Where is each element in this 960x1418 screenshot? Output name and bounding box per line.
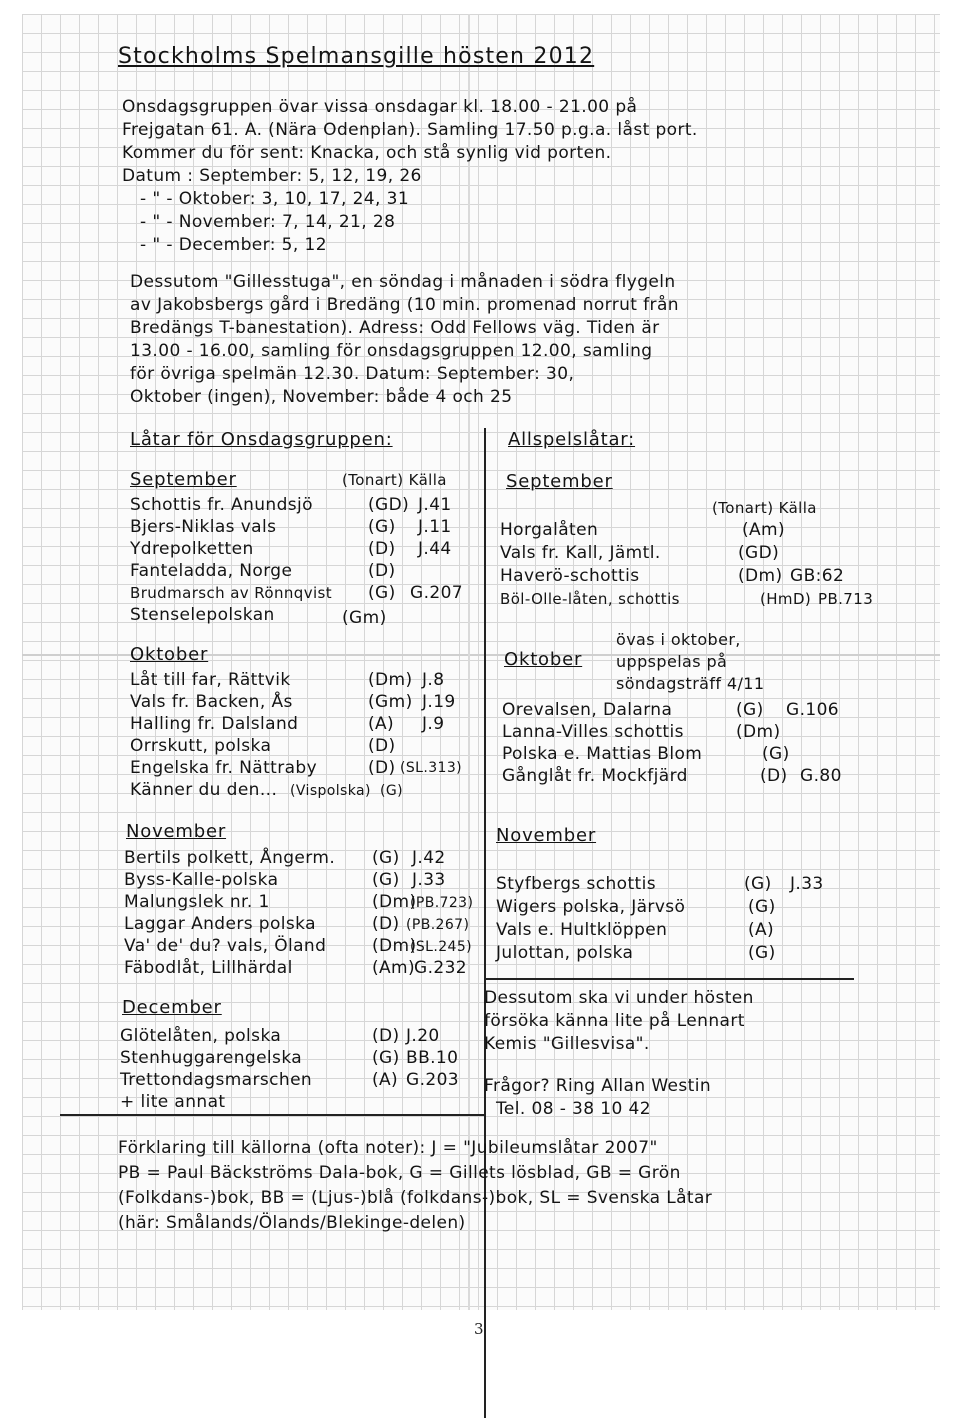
tune-source: (PB.723) bbox=[410, 895, 474, 911]
tune-key: (G) bbox=[368, 583, 396, 603]
tune-key: (D) bbox=[368, 758, 396, 778]
tune-title: Va' de' du? vals, Öland bbox=[124, 936, 327, 956]
tune-title: Byss-Kalle-polska bbox=[124, 870, 279, 890]
gillesvisa-line: försöka känna lite på Lennart bbox=[484, 1011, 745, 1031]
gillesstuga-line: Dessutom "Gillesstuga", en söndag i månaden i södra flygeln bbox=[130, 272, 676, 292]
tune-title: Orevalsen, Dalarna bbox=[502, 700, 673, 720]
tune-key: (Am) bbox=[372, 958, 416, 978]
gillesstuga-line: 13.00 - 16.00, samling för onsdagsgruppen 12.00, samling bbox=[130, 341, 653, 361]
gillesvisa-line: Dessutom ska vi under hösten bbox=[484, 988, 754, 1008]
tune-title: Stenselepolskan bbox=[130, 605, 275, 625]
tune-source: G.80 bbox=[800, 766, 842, 786]
tune-key: (Dm) bbox=[372, 892, 417, 912]
tune-title: Lanna-Villes schottis bbox=[502, 722, 684, 742]
oktober-note: söndagsträff 4/11 bbox=[616, 674, 765, 693]
tune-title: Engelska fr. Nättraby bbox=[130, 758, 318, 778]
tune-key: (D) bbox=[372, 1026, 400, 1046]
tune-title: Böl-Olle-låten, schottis bbox=[500, 590, 680, 608]
tune-title: Halling fr. Dalsland bbox=[130, 714, 299, 734]
tune-key: (G) bbox=[372, 1048, 400, 1068]
tune-key: (G) bbox=[762, 744, 790, 764]
tune-source: GB:62 bbox=[790, 566, 845, 586]
dates-line: Datum : September: 5, 12, 19, 26 bbox=[122, 166, 422, 186]
tune-title: Vals fr. Kall, Jämtl. bbox=[500, 543, 661, 563]
tune-title: Stenhuggarengelska bbox=[120, 1048, 303, 1068]
tune-title: Laggar Anders polska bbox=[124, 914, 316, 934]
right-heading: Allspelslåtar: bbox=[508, 429, 636, 450]
dates-line: - " - Oktober: 3, 10, 17, 24, 31 bbox=[140, 189, 410, 209]
left-column-bottom-rule bbox=[60, 1114, 484, 1116]
tune-source: G.203 bbox=[406, 1070, 460, 1090]
contact-phone: Tel. 08 - 38 10 42 bbox=[496, 1099, 651, 1119]
intro-line: Frejgatan 61. A. (Nära Odenplan). Samling 17.50 p.g.a. låst port. bbox=[122, 120, 698, 140]
tune-key: (GD) bbox=[368, 495, 410, 515]
legend-line: Förklaring till källorna (ofta noter): J = "Jubileumslåtar 2007" bbox=[118, 1138, 658, 1158]
tune-title: Glötelåten, polska bbox=[120, 1026, 282, 1046]
column-divider bbox=[484, 428, 486, 1418]
month-heading: September bbox=[506, 471, 613, 492]
tune-title: Bjers-Niklas vals bbox=[130, 517, 277, 537]
legend-line: PB = Paul Bäckströms Dala-bok, G = Gillets lösblad, GB = Grön bbox=[118, 1163, 681, 1183]
tune-key: (Dm) bbox=[736, 722, 781, 742]
tune-title: Julottan, polska bbox=[496, 943, 634, 963]
tune-key: (G) bbox=[748, 943, 776, 963]
tune-source: (SL.313) bbox=[400, 760, 462, 776]
tune-title: Vals fr. Backen, Ås bbox=[130, 692, 293, 712]
tune-source: J.41 bbox=[418, 495, 452, 515]
oktober-note: övas i oktober, bbox=[616, 630, 741, 649]
column-header: (Tonart) Källa bbox=[712, 499, 817, 517]
tune-key: (Dm) bbox=[738, 566, 783, 586]
contact-line: Frågor? Ring Allan Westin bbox=[484, 1076, 712, 1096]
tune-source: G.207 bbox=[410, 583, 464, 603]
month-heading: November bbox=[496, 825, 597, 846]
legend-line: (här: Smålands/Ölands/Blekinge-delen) bbox=[118, 1213, 466, 1233]
tune-key: (D) bbox=[368, 736, 396, 756]
month-heading: November bbox=[126, 821, 227, 842]
tune-key: (G) bbox=[372, 870, 400, 890]
tune-source: (SL.245) bbox=[410, 939, 472, 955]
tune-key: (Am) bbox=[742, 520, 786, 540]
tune-title: Brudmarsch av Rönnqvist bbox=[130, 584, 333, 602]
tune-source: J.20 bbox=[406, 1026, 440, 1046]
right-section-rule bbox=[486, 978, 854, 980]
tune-source: J.8 bbox=[422, 670, 445, 690]
tune-source: J.42 bbox=[412, 848, 446, 868]
tune-title: Horgalåten bbox=[500, 520, 599, 540]
tune-key: (D) bbox=[760, 766, 788, 786]
tune-title: Låt till far, Rättvik bbox=[130, 670, 291, 690]
tune-source: J.33 bbox=[412, 870, 446, 890]
tune-title: Fäbodlåt, Lillhärdal bbox=[124, 958, 293, 978]
gillesstuga-line: för övriga spelmän 12.30. Datum: September: 30, bbox=[130, 364, 575, 384]
tune-title: Trettondagsmarschen bbox=[120, 1070, 313, 1090]
gillesvisa-line: Kemis "Gillesvisa". bbox=[484, 1034, 650, 1054]
tune-key: (G) bbox=[736, 700, 764, 720]
tune-key: (HmD) bbox=[760, 590, 812, 608]
tune-source: (PB.267) bbox=[406, 917, 470, 933]
tune-title: Känner du den... bbox=[130, 780, 278, 800]
tune-source: (G) bbox=[380, 783, 403, 799]
tune-source: J.44 bbox=[418, 539, 452, 559]
oktober-note: uppspelas på bbox=[616, 652, 728, 671]
page-number: 3 bbox=[474, 1320, 484, 1338]
document-title: Stockholms Spelmansgille hösten 2012 bbox=[118, 44, 595, 69]
tune-key: (G) bbox=[368, 517, 396, 537]
tune-title: Schottis fr. Anundsjö bbox=[130, 495, 313, 515]
tune-key: (A) bbox=[372, 1070, 399, 1090]
intro-line: Onsdagsgruppen övar vissa onsdagar kl. 18.00 - 21.00 på bbox=[122, 97, 638, 117]
tune-source: G.232 bbox=[414, 958, 468, 978]
tune-title: Orrskutt, polska bbox=[130, 736, 272, 756]
dates-line: - " - December: 5, 12 bbox=[140, 235, 327, 255]
month-heading: Oktober bbox=[504, 649, 583, 670]
tune-title: + lite annat bbox=[120, 1092, 226, 1112]
gillesstuga-line: Oktober (ingen), November: både 4 och 25 bbox=[130, 387, 513, 407]
left-heading: Låtar för Onsdagsgruppen: bbox=[130, 429, 393, 450]
tune-title: Ydrepolketten bbox=[130, 539, 254, 559]
month-heading: Oktober bbox=[130, 644, 209, 665]
tune-source: PB.713 bbox=[818, 590, 874, 608]
tune-title: Malungslek nr. 1 bbox=[124, 892, 270, 912]
tune-key: (G) bbox=[744, 874, 772, 894]
tune-key: (G) bbox=[372, 848, 400, 868]
tune-title: Fanteladda, Norge bbox=[130, 561, 293, 581]
tune-key: (GD) bbox=[738, 543, 780, 563]
tune-source: BB.10 bbox=[406, 1048, 459, 1068]
tune-title: Vals e. Hultklöppen bbox=[496, 920, 668, 940]
gillesstuga-line: Bredängs T-banestation). Adress: Odd Fellows väg. Tiden är bbox=[130, 318, 660, 338]
tune-title: Wigers polska, Järvsö bbox=[496, 897, 686, 917]
intro-line: Kommer du för sent: Knacka, och stå synlig vid porten. bbox=[122, 143, 612, 163]
tune-source: G.106 bbox=[786, 700, 840, 720]
tune-key: (Gm) bbox=[342, 608, 387, 628]
tune-key: (Dm) bbox=[368, 670, 413, 690]
tune-title: Styfbergs schottis bbox=[496, 874, 656, 894]
tune-key: (Vispolska) bbox=[290, 783, 371, 799]
tune-key: (D) bbox=[368, 539, 396, 559]
gillesstuga-line: av Jakobsbergs gård i Bredäng (10 min. promenad norrut från bbox=[130, 295, 679, 315]
tune-key: (A) bbox=[368, 714, 395, 734]
tune-title: Gånglåt fr. Mockfjärd bbox=[502, 766, 688, 786]
tune-source: J.9 bbox=[422, 714, 445, 734]
tune-key: (D) bbox=[368, 561, 396, 581]
tune-source: J.33 bbox=[790, 874, 824, 894]
dates-line: - " - November: 7, 14, 21, 28 bbox=[140, 212, 396, 232]
tune-title: Haverö-schottis bbox=[500, 566, 640, 586]
tune-title: Polska e. Mattias Blom bbox=[502, 744, 703, 764]
month-heading: December bbox=[122, 997, 222, 1018]
tune-key: (G) bbox=[748, 897, 776, 917]
tune-key: (A) bbox=[748, 920, 775, 940]
tune-key: (Dm) bbox=[372, 936, 417, 956]
tune-key: (D) bbox=[372, 914, 400, 934]
month-heading: September bbox=[130, 469, 237, 490]
legend-line: (Folkdans-)bok, BB = (Ljus-)blå (folkdans-)bok, SL = Svenska Låtar bbox=[118, 1188, 713, 1208]
tune-source: J.11 bbox=[418, 517, 452, 537]
tune-title: Bertils polkett, Ångerm. bbox=[124, 848, 336, 868]
column-header: (Tonart) Källa bbox=[342, 471, 447, 489]
tune-source: J.19 bbox=[422, 692, 456, 712]
tune-key: (Gm) bbox=[368, 692, 413, 712]
